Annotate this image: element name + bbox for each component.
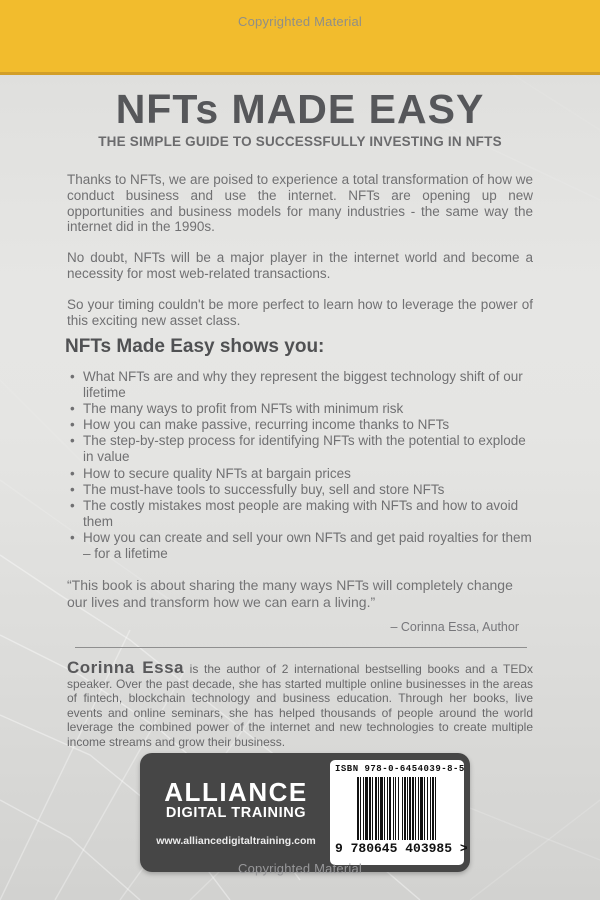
publisher-website: www.alliancedigitaltraining.com [156, 834, 316, 847]
intro-section [67, 172, 533, 343]
publisher-card [140, 753, 470, 872]
top-yellow-banner [0, 0, 600, 75]
barcode-isbn-label: ISBN 978-0-6454039-8-5 [335, 764, 465, 774]
section-divider [75, 647, 527, 648]
testimonial-quote: “This book is about sharing the many ways NFTs will completely change our lives and transform how we can earn a living.” [67, 577, 513, 610]
author-bio [67, 658, 534, 750]
benefit-item: • The step-by-step process for identifying NFTs with the potential to explode in value [70, 433, 532, 465]
publisher-name-secondary: DIGITAL TRAINING [165, 804, 307, 821]
publisher-name-primary: ALLIANCE [164, 776, 308, 807]
barcode-panel [330, 760, 468, 865]
benefit-item: • The costly mistakes most people are making with NFTs and how to avoid them [70, 498, 532, 530]
book-subtitle: THE SIMPLE GUIDE TO SUCCESSFULLY INVESTING IN NFTS [98, 134, 502, 149]
benefits-list [70, 369, 532, 562]
intro-paragraph-2: No doubt, NFTs will be a major player in the internet world and become a necessity for most web-related transactions. [67, 250, 533, 281]
benefit-item: • How to secure quality NFTs at bargain prices [70, 466, 532, 482]
barcode-digits: 9 780645 403985 > [335, 841, 468, 856]
author-name: Corinna Essa [67, 658, 184, 677]
intro-paragraph-3: So your timing couldn't be more perfect to learn how to leverage the power of this exciting new asset class. [67, 296, 533, 328]
benefit-item: • The many ways to profit from NFTs with minimum risk [70, 401, 532, 417]
intro-paragraph-1: Thanks to NFTs, we are poised to experience a total transformation of how we conduct business and use the internet. NFTs are opening up new opportunities and business models for many industries - the same way the internet did in the 1990s. [67, 172, 533, 235]
quote-attribution: – Corinna Essa, Author [390, 620, 519, 634]
benefit-item: • How you can make passive, recurring income thanks to NFTs [70, 417, 532, 433]
benefit-item: • How you can create and sell your own NFTs and get paid royalties for them – for a lifetime [70, 530, 532, 562]
shows-you-heading: NFTs Made Easy shows you: [65, 336, 325, 357]
benefit-item: • The must-have tools to successfully buy, sell and store NFTs [70, 482, 532, 498]
author-bio-text: is the author of 2 international bestselling books and a TEDx speaker. Over the past decade, she has started multiple online businesses in the areas of fintech, blockchain technology and business education. Through her books, live events and online seminars, she has helped thousands of people around the world leverage the combined power of the internet and new technologies to create multiple income streams and grow their business. [67, 662, 534, 749]
publisher-logo [140, 753, 332, 872]
copyright-top-label: Copyrighted Material [238, 14, 362, 29]
copyright-bottom-label: Copyrighted Material [238, 861, 362, 876]
benefit-item: • What NFTs are and why they represent the biggest technology shift of our lifetime [70, 369, 532, 401]
barcode-bars [335, 777, 459, 840]
book-title: NFTs MADE EASY [115, 86, 485, 132]
